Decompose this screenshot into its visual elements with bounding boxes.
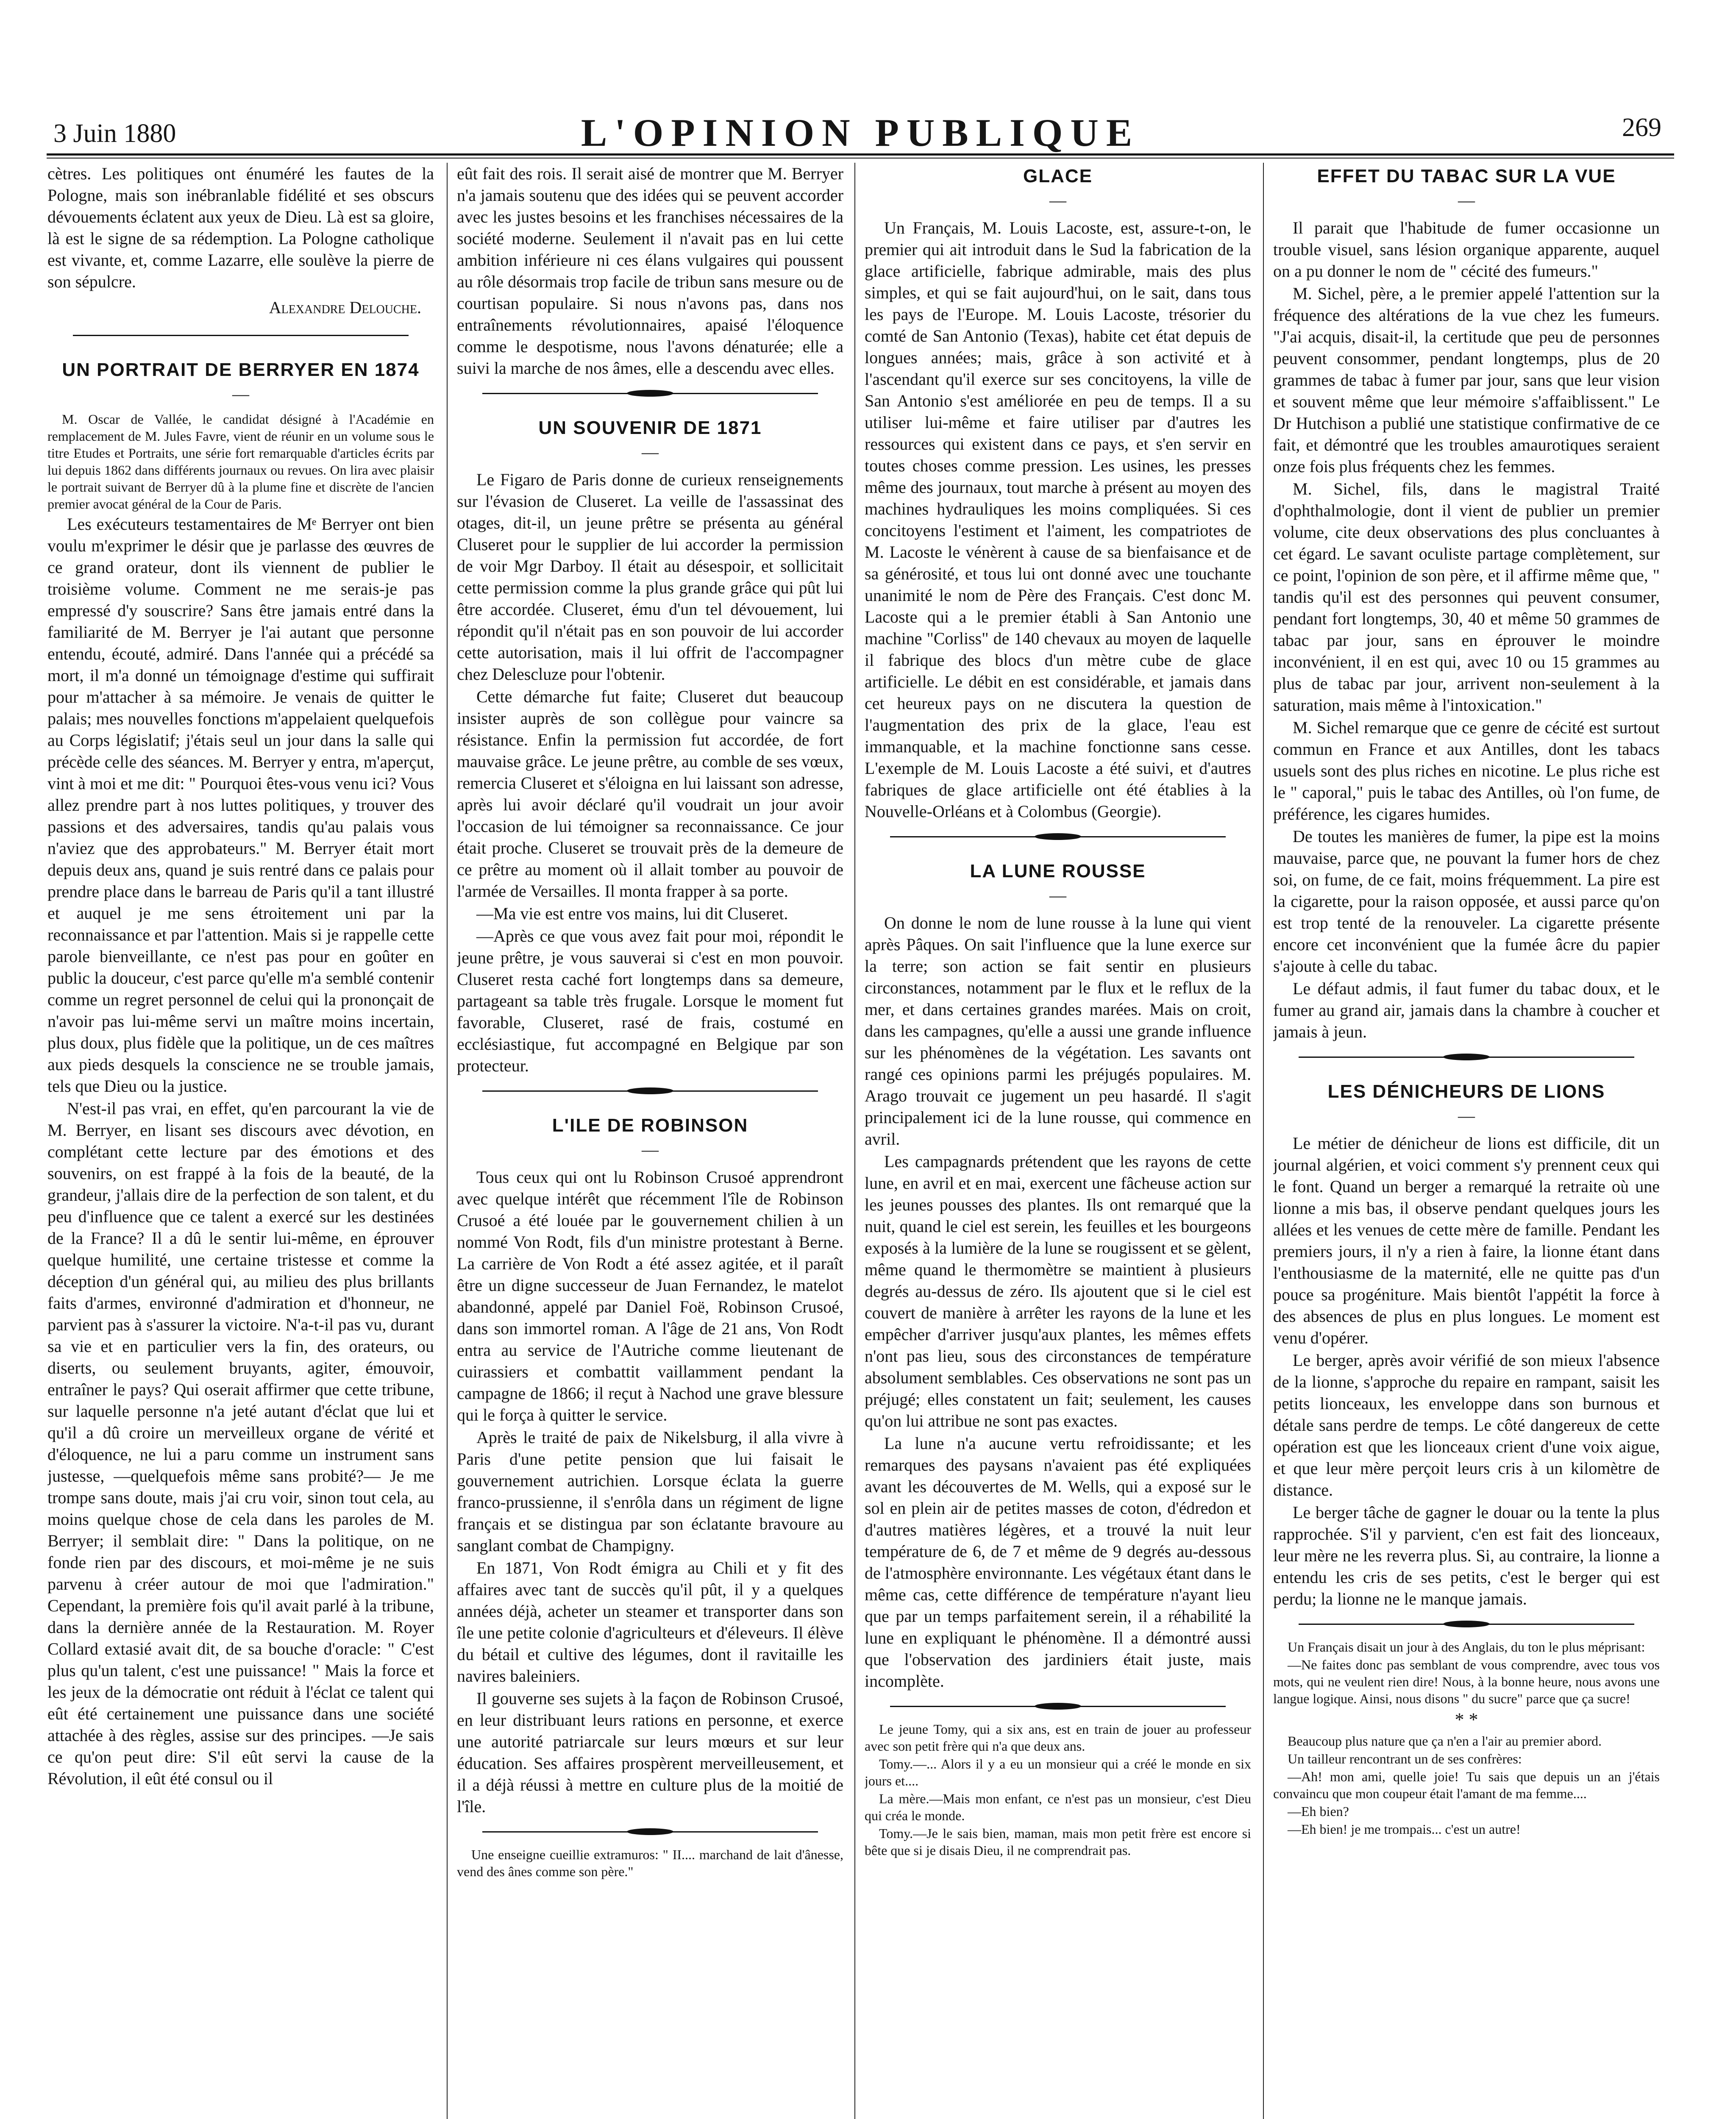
anecdote-text: Tomy.—... Alors il y a eu un monsieur qui a créé le monde en six jours et.... xyxy=(865,1756,1251,1788)
stars-separator: * * xyxy=(1455,1709,1478,1730)
column-separator xyxy=(854,163,855,2119)
page-number: 269 xyxy=(1622,113,1661,142)
column-separator xyxy=(1263,163,1264,2119)
anecdote-text: Une enseigne cueillie extramuros: " II.... marchand de lait d'ânesse, vend des ânes comme son père." xyxy=(457,1847,843,1879)
column-separator xyxy=(447,163,448,2119)
anecdote-text: —Ne faites donc pas semblant de vous comprendre, avec tous vos mots, qui ne veulent rien dire! Nous, à la bonne heure, nous avons une langue logique. Ainsi, nous disons " du sucre" parce que ça sucre! xyxy=(1273,1657,1660,1706)
article-paragraph: En 1871, Von Rodt émigra au Chili et y fit des affaires avec tant de succès qu'il pût, il y a quelques années déjà, acheter un steamer et transporter dans son île une petite colonie d'agriculteurs et d'éleveurs. Il élève du bétail et cultive des légumes, dont il ravitaille les navires baleiniers. xyxy=(457,1558,843,1685)
title-dash: — xyxy=(1049,886,1066,905)
article-signature: Alexandre Delouche. xyxy=(269,298,421,317)
article-paragraph: Les campagnards prétendent que les rayons de cette lune, en avril et en mai, exercent une fâcheuse action sur les jeunes pousses des plantes. Ils ont remarqué que la nuit, quand le ciel est serein, les feuilles et les bourgeons exposés à la lumière de la lune se rougissent et se gèlent, même quand le thermomètre se maintient à plusieurs degrés au-dessus de zéro. Ils ajoutent que si le ciel est couvert de manière à arrêter les rayons de la lune et les empêcher d'arriver jusqu'aux plantes, les mêmes effets n'ont pas lieu, sous des circonstances de température absolument semblables. Ces observations ne sont pas un préjugé; elles constatent un fait; seulement, les causes qu'on lui attribue ne sont pas exactes. xyxy=(865,1152,1251,1430)
article-paragraph: —Ma vie est entre vos mains, lui dit Cluseret. xyxy=(476,904,788,923)
anecdote-text: Un Français disait un jour à des Anglais, du ton le plus méprisant: xyxy=(1288,1639,1645,1655)
article-title-tabac: EFFET DU TABAC SUR LA VUE xyxy=(1317,166,1616,186)
article-paragraph: Le berger tâche de gagner le douar ou la tente la plus rapprochée. S'il y parvient, c'en est fait des lionceaux, leur mère ne les reverra plus. Si, au contraire, la lionne a entendu les cris de ses petits, c'est le berger qui est perdu; la lionne ne le manque jamais. xyxy=(1273,1503,1660,1608)
article-paragraph: De toutes les manières de fumer, la pipe est la moins mauvaise, parce que, ne pouvant la fumer hors de chez soi, on fume, de ce fait, moins fréquemment. La pire est la cigarette, pour la raison opposée, et aussi parce qu'on est trop tenté de la renouveler. La cigarette présente encore cet inconvénient que la fumée âcre du papier s'ajoute à celle du tabac. xyxy=(1273,827,1660,976)
article-paragraph: On donne le nom de lune rousse à la lune qui vient après Pâques. On sait l'influence que la lune exerce sur la terre; son action se fait sentir en plusieurs circonstances, notamment par le flux et le reflux de la mer, et dans certaines grandes marées. Mais on croit, dans les campagnes, qu'elle a aussi une grande influence sur les phénomènes de la végétation. Les savants ont rangé ces opinions parmi les préjugés populaires. M. Arago trouvait ce jugement un peu hasardé. Il s'agit principalement ici de la lune rousse, qui commence en avril. xyxy=(865,913,1251,1148)
column-1 xyxy=(47,163,434,2119)
article-paragraph: Il parait que l'habitude de fumer occasionne un trouble visuel, sans lésion organique apparente, auquel on a pu donner le nom de " cécité des fumeurs." xyxy=(1273,218,1660,281)
masthead xyxy=(47,106,1674,157)
article-intro xyxy=(47,411,434,512)
anecdote-text: La mère.—Mais mon enfant, ce n'est pas un monsieur, c'est Dieu qui créa le monde. xyxy=(865,1791,1251,1823)
article-paragraph: N'est-il pas vrai, en effet, qu'en parcourant la vie de M. Berryer, en lisant ses discours avec dévotion, en complétant cette lecture par des émotions et des souvenirs, on est frappé à la fois de la beauté, de la grandeur, j'allais dire de la perfection de son talent, et du peu d'influence que ce talent a exercé sur les destinées de la France? Il a dû le sentir lui-même, en éprouver quelque humilité, une certaine tristesse et comme la déception d'un général qui, au milieu des plus brillants faits d'armes, environné d'admiration et d'honneur, ne parvient pas à s'assurer la victoire. N'a-t-il pas vu, durant sa vie et en particulier vers la fin, des orateurs, ou diserts, ou seulement bruyants, agiter, émouvoir, entraîner le pays? Qui oserait affirmer que cette tribune, sur laquelle personne n'a jeté autant d'éclat que lui et qu'il a dû croire un merveilleux organe de vérité et d'éloquence, ne lui a paru comme un instrument sans justesse, —quelquefois même sans probité?— Je me trompe sans doute, mais j'ai cru voir, sinon tout cela, au moins quelque chose de cela dans les paroles de M. Berryer; il semblait dire: " Dans la politique, on ne fonde rien par des discours, et moi-même je ne suis parvenu à créer autour de moi que l'admiration." Cependant, la première fois qu'il avait parlé à la tribune, dans la dernière année de la Restauration. M. Royer Collard extasié avait dit, de sa bouche d'oracle: " C'est plus qu'un talent, c'est une puissance! " Mais la force et les jeux de la démocratie ont réduit à l'éclat ce talent qui eût été certainement une puissance dans une société attachée à des règles, assise sur des principes. —Je sais ce qu'on peut dire: S'il eût servi la cause de la Révolution, il eût été consul ou il xyxy=(47,1099,434,1788)
column-2 xyxy=(457,163,843,2119)
article-paragraph: M. Sichel, fils, dans le magistral Traité d'ophthalmologie, dont il vient de publier un premier volume, cite deux observations des plus concluantes à cet égard. Le savant oculiste partage complètement, sur ce point, l'opinion de son père, et il affirme même que, " tandis qu'il est des personnes qui peuvent consumer, pendant fort longtemps, 30, 40 et même 50 grammes de tabac par jour, sans en éprouver le moindre inconvénient, il en est qui, avec 10 ou 15 grammes au plus de tabac par jour, arrivent non-seulement à la saturation, mais même à l'intoxication." xyxy=(1273,479,1660,715)
section-divider xyxy=(865,827,1251,846)
article-paragraph: Le Figaro de Paris donne de curieux renseignements sur l'évasion de Cluseret. La veille de l'assassinat des otages, dit-il, un jeune prêtre se présenta au général Cluseret pour le supplier de lui accorder la permission de voir Mgr Darboy. Il était au désespoir, et sollicitait cette permission comme la plus grande grâce qui pût lui être accordée. Cluseret, ému d'un tel dévouement, lui répondit qu'il n'était pas en son pouvoir de lui accorder cette autorisation, mais il lui offrit de l'accompagner chez Delescluze pour l'obtenir. xyxy=(457,470,843,684)
column-3 xyxy=(865,163,1251,2119)
title-dash: — xyxy=(1458,1106,1475,1125)
section-divider xyxy=(1273,1615,1660,1633)
anecdote-text: Tomy.—Je le sais bien, maman, mais mon petit frère est encore si bête que si je disais Dieu, il ne comprendrait pas. xyxy=(865,1826,1251,1858)
article-title-robinson: L'ILE DE ROBINSON xyxy=(552,1115,748,1136)
anecdote-text: Un tailleur rencontrant un de ses confrères: xyxy=(1288,1751,1522,1766)
article-paragraph: Après le traité de paix de Nikelsburg, il alla vivre à Paris d'une petite pension que lui faisait le gouvernement autrichien. Lorsque éclata la guerre franco-prussienne, il s'enrôla dans un régiment de ligne français et se distingua par son éclatante bravoure au sanglant combat de Champigny. xyxy=(457,1428,843,1555)
article-paragraph: Le berger, après avoir vérifié de son mieux l'absence de la lionne, s'approche du repaire en rampant, saisit les petits lionceaux, les enveloppe dans son burnous et détale sans perdre de temps. Le côté dangereux de cette opération est que les lionceaux crient d'une voix aigue, et que leur mère perçoit leurs cris à un kilomètre de distance. xyxy=(1273,1351,1660,1499)
intro-paragraph: M. Oscar de Vallée, le candidat désigné à l'Académie en remplacement de M. Jules Favre, vient de réunir en un volume sous le titre Etudes et Portraits, une série fort remarquable d'articles écrits par lui depuis 1862 dans différents journaux ou revues. On lira avec plaisir le portrait suivant de Berryer dû à la plume fine et discrète de l'ancien premier avocat général de la Cour de Paris. xyxy=(47,412,434,512)
article-paragraph: Les exécuteurs testamentaires de Mᵉ Berryer ont bien voulu m'exprimer le désir que je parlasse des œuvres de ce grand orateur, dont ils viennent de publier le troisième volume. Comment ne me serais-je pas empressé d'y souscrire? Sans être jamais entré dans la familiarité de M. Berryer je l'ai autant que personne entendu, écouté, admiré. Dans l'année qui a précédé sa mort, il m'a donné un témoignage d'estime qui suffirait pour m'attacher à sa mémoire. Je venais de quitter le palais; mes nouvelles fonctions m'appelaient quelquefois au Corps législatif; j'étais seul un jour dans la salle qui précède celle des séances. M. Berryer y entra, m'aperçut, vint à moi et me dit: " Pourquoi êtes-vous venu ici? Vous allez prendre part à nos luttes politiques, y trouver des passions et des adversaires, tandis qu'au palais vous n'aviez que des approbateurs." M. Berryer était mort depuis deux ans, quand je suis rentré dans ce palais pour prendre place dans le barreau de Paris qu'il a tant illustré et auquel je me sens étroitement uni par la reconnaissance et par l'attention. Mais si je rappelle cette parole bienveillante, ce n'est pas pour en goûter en public la douceur, c'est parce qu'elle m'a semblé contenir comme un regret personnel de celui qui la prononçait de n'avoir pas lui-même servi un maître moins incertain, plus doux, plus fidèle que la politique, un de ces maîtres aux pieds desquels la conscience ne se trouble jamais, tels que Dieu ou la justice. xyxy=(47,514,434,1096)
title-dash: — xyxy=(1458,191,1475,210)
article-paragraph: Le défaut admis, il faut fumer du tabac doux, et le fumer au grand air, jamais dans la chambre à coucher et jamais à jeun. xyxy=(1273,979,1660,1041)
article-paragraph: Il gouverne ses sujets à la façon de Robinson Crusoé, en leur distribuant leurs rations en personne, et exerce une autorité patriarcale sur leurs mœurs et sur leur éducation. Ses affaires prospèrent merveilleusement, et il a déjà réussi à mettre en culture plus de la moitié de l'île. xyxy=(457,1689,843,1816)
section-divider xyxy=(457,384,843,403)
article-title-glace: GLACE xyxy=(1023,166,1093,186)
section-divider xyxy=(1273,1048,1660,1066)
article-paragraph: La lune n'a aucune vertu refroidissante; et les remarques des paysans n'avaient pas été expliquées avant les découvertes de M. Wells, qui a exposé sur le sol en plein air de petites masses de coton, d'édredon et d'autres matières légères, et a trouvé la nuit leur température de 6, de 7 et même de 9 degrés au-dessous de l'atmosphère environnante. Les végétaux étant dans le même cas, cette différence de température n'ayant lieu que par un temps parfaitement serein, il a réhabilité la lune en expliquant le phénomène. Il a démontré aussi que l'observation des jardiniers était juste, mais incomplète. xyxy=(865,1434,1251,1691)
title-dash: — xyxy=(1049,191,1066,210)
article-paragraph: Tous ceux qui ont lu Robinson Crusoé apprendront avec quelque intérêt que récemment l'île de Robinson Crusoé a été louée par le gouvernement chilien à un nommé Von Rodt, fils d'un ministre protestant à Berne. La carrière de Von Rodt a été assez agitée, et il paraît être un digne successeur de Juan Fernandez, le matelot abandonné, appelé par Daniel Foë, Robinson Crusoé, dans son immortel roman. A l'âge de 21 ans, Von Rodt entra au service de l'Autriche comme lieutenant de cuirassiers et combattit vaillamment pendant la campagne de 1866; il reçut à Nachod une grave blessure qui le força à quitter le service. xyxy=(457,1168,843,1424)
column-4 xyxy=(1273,163,1660,2119)
anecdote-text: Le jeune Tomy, qui a six ans, est en train de jouer au professeur avec son petit frère qui n'a que deux ans. xyxy=(865,1721,1251,1754)
title-dash: — xyxy=(642,1140,659,1159)
anecdote-text: —Ah! mon ami, quelle joie! Tu sais que depuis un an j'étais convaincu que mon coupeur était l'amant de ma femme.... xyxy=(1273,1769,1660,1801)
title-dash: — xyxy=(642,442,659,462)
article-paragraph: Le métier de dénicheur de lions est difficile, dit un journal algérien, et voici comment s'y prennent ceux qui le font. Quand un berger a remarqué la retraite où une lionne a mis bas, il observe pendant quelques jours les allées et les venues de cette mère de famille. Pendant les premiers jours, il n'y a rien à faire, la lionne étant dans l'enthousiasme de la maternité, elle ne quitte pas d'un pouce sa progéniture. Mais bientôt l'appétit la force à des absences de plus en plus longues. Le moment est venu d'opérer. xyxy=(1273,1134,1660,1347)
article-paragraph: Cette démarche fut faite; Cluseret dut beaucoup insister auprès de son collègue pour vaincre sa résistance. Enfin la permission fut accordée, de fort mauvaise grâce. Le jeune prêtre, au comble de ses vœux, remercia Cluseret et s'éloigna en lui laissant son adresse, après lui avoir déclaré qu'il voudrait un jour avoir l'occasion de lui témoigner sa reconnaissance. Ce jour était proche. Cluseret se trouvait près de la demeure de ce prêtre au moment où il allait tomber au pouvoir de l'armée de Versailles. Il monta frapper à sa porte. xyxy=(457,687,843,901)
article-title-souvenir: UN SOUVENIR DE 1871 xyxy=(538,417,762,438)
newspaper-title: L'OPINION PUBLIQUE xyxy=(581,111,1140,154)
article-paragraph: M. Sichel remarque que ce genre de cécité est surtout commun en France et aux Antilles, dont les tabacs usuels sont des plus riches en nicotine. Le plus riche est le " caporal," puis le tabac des Antilles, où l'on fume, de préférence, les cigares humides. xyxy=(1273,718,1660,823)
issue-date: 3 Juin 1880 xyxy=(53,119,176,148)
anecdote-text: Beaucoup plus nature que ça n'en a l'air au premier abord. xyxy=(1288,1733,1602,1749)
section-divider xyxy=(457,1822,843,1841)
article-paragraph: —Après ce que vous avez fait pour moi, répondit le jeune prêtre, je vous sauverai si c'est en mon pouvoir. Cluseret resta caché fort longtemps dans sa demeure, partageant sa table très frugale. Lorsque le moment fut favorable, Cluseret, rasé de frais, costumé en ecclésiastique, fut accompagné en Belgique par son protecteur. xyxy=(457,926,843,1075)
article-paragraph: cètres. Les politiques ont énuméré les fautes de la Pologne, mais son inébranlable fidélité et ses obscurs dévouements éclatent aux yeux de Dieu. Là est sa gloire, là est le signe de sa rédemption. La Pologne catholique est vivante, et, comme Lazarre, elle soulève la pierre de son sépulcre. xyxy=(47,164,434,291)
anecdote xyxy=(1273,1638,1660,1838)
anecdote-text: —Eh bien! je me trompais... c'est un autre! xyxy=(1288,1821,1521,1837)
section-divider xyxy=(457,1082,843,1100)
article-paragraph: Un Français, M. Louis Lacoste, est, assure-t-on, le premier qui ait introduit dans le Sud la fabrication de la glace artificielle, fabrique admirable, mais des plus simples, et qui se fait aujourd'hui, on le sait, dans tous les pays de l'Europe. M. Louis Lacoste, trésorier du comté de San Antonio (Texas), habite cet état depuis de longues années; mais, grâce à son activité et à l'ascendant qu'il exerce sur ses concitoyens, la ville de San Antonio s'est améliorée en peu de temps. Il a su utiliser lui-même et faire utiliser par d'autres les ressources qui existent dans ce pays, et s'en servir en toutes choses comme pression. Les usines, les presses même des journaux, tout marche à présent au moyen des machines hydrauliques les moins compliquées. Si ces concitoyens l'estiment et l'aiment, les compatriotes de M. Lacoste le vénèrent à cause de sa bienfaisance et de sa générosité, et tous lui ont donné avec une touchante unanimité le nom de Père des Français. C'est donc M. Lacoste qui a le premier établi à San Antonio une machine "Corliss" de 140 chevaux au moyen de laquelle il fabrique des blocs d'un mètre cube de glace artificielle. Le débit en est considérable, et jamais dans cet heureux pays on ne discutera la question de l'augmentation des prix de la glace, l'eau est immanquable, et la machine fonctionne sans cesse. L'exemple de M. Louis Lacoste a été suivi, et d'autres fabriques de glace artificielle ont été établies à la Nouvelle-Orléans et à Colombus (Georgie). xyxy=(865,218,1251,821)
anecdote-text: —Eh bien? xyxy=(1288,1804,1349,1819)
anecdote xyxy=(457,1846,843,1880)
section-divider xyxy=(47,326,434,345)
article-paragraph: eût fait des rois. Il serait aisé de montrer que M. Berryer n'a jamais soutenu que des idées qui se peuvent accorder avec les justes besoins et les franchises nécessaires de la société moderne. Seulement il n'avait pas en lui cette ambition inférieure ni ces élans vulgaires qui poussent au rôle désormais trop facile de tribun sans mesure ou de courtisan populaire. Si nous n'avons pas, dans nos entraînements révolutionnaires, apaisé l'éloquence comme le despotisme, nous l'avons dénaturée; elle a suivi la marche de nos âmes, elle a descendu avec elles. xyxy=(457,164,843,378)
article-paragraph: M. Sichel, père, a le premier appelé l'attention sur la fréquence des altérations de la vue chez les fumeurs. "J'ai acquis, disait-il, la certitude que peu de personnes peuvent consommer, pendant longtemps, plus de 20 grammes de tabac à fumer par jour, sans que leur vision et souvent même que leur mémoire s'affaiblissent." Le Dr Hutchison a publié une statistique confirmative de ce fait, et démontré que les troubles amaurotiques seraient onze fois plus fréquents chez les femmes. xyxy=(1273,284,1660,476)
section-divider xyxy=(865,1697,1251,1716)
anecdote xyxy=(865,1721,1251,1859)
article-title-lune: LA LUNE ROUSSE xyxy=(970,861,1146,882)
title-dash: — xyxy=(232,384,249,403)
article-title-berryer: UN PORTRAIT DE BERRYER EN 1874 xyxy=(62,359,420,380)
header-rule-thin xyxy=(47,158,1674,159)
article-title-lions: LES DÉNICHEURS DE LIONS xyxy=(1327,1081,1605,1102)
header-rule xyxy=(47,153,1674,156)
